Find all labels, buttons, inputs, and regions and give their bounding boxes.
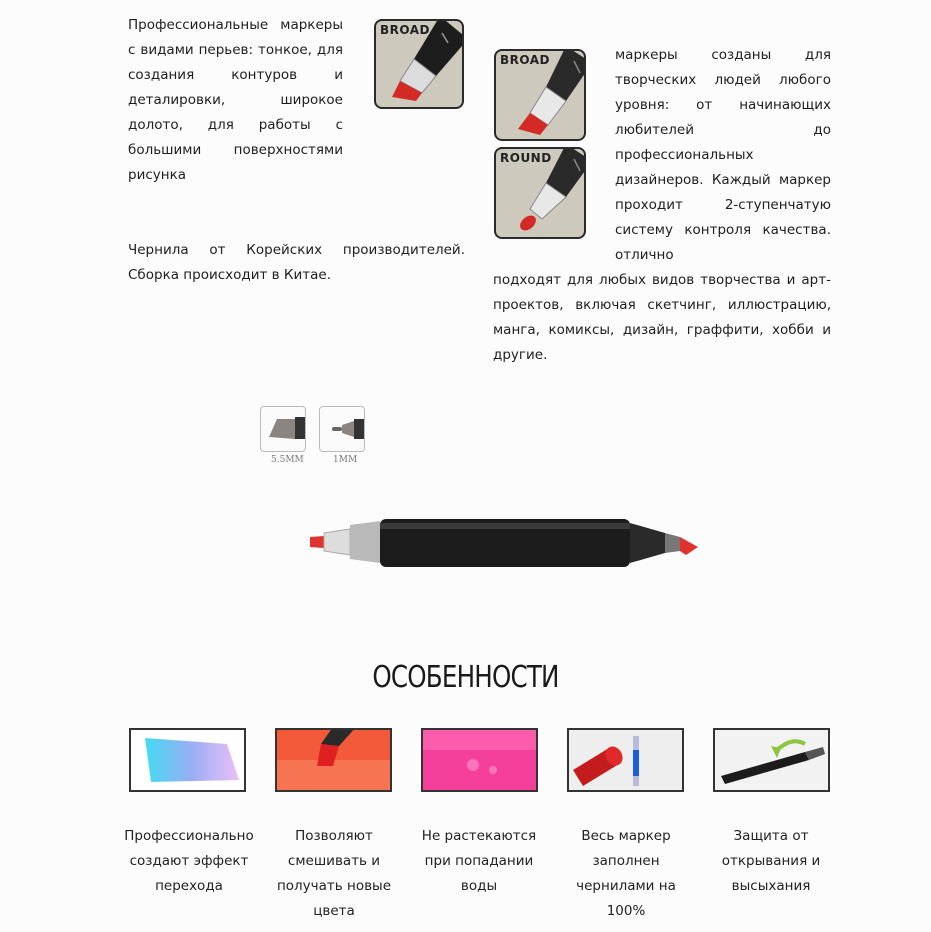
intro-text: Профессиональные маркеры с видами перьев: тонкое, для создания контуров и деталировки, широкое долото, для работы с большими поверхностями рисунка: [128, 17, 343, 183]
broad-size-label: 5.5MM: [271, 455, 304, 465]
ink-fill-icon: [567, 728, 684, 792]
feature-caption-ink-fill: Весь маркер заполнен чернилами на 100%: [576, 828, 676, 919]
feature-caption-waterproof: Не растекаются при попадании воды: [421, 828, 537, 894]
description-bottom: подходят для любых видов творчества и арт-проектов, включая скетчинг, иллюстрацию, манга, комиксы, дизайн, граффити, хобби и другие.: [493, 272, 831, 363]
waterproof-icon: [421, 728, 538, 792]
broad-label: BROAD: [500, 53, 551, 67]
broad-label-top: BROAD: [380, 23, 431, 37]
ink-origin-text: Чернила от Корейских производителей. Сборка происходит в Китае.: [128, 242, 465, 283]
marker-illustration: [300, 515, 700, 575]
feature-caption-cap: Защита от открывания и высыхания: [721, 828, 821, 894]
broad-size-icon: [260, 406, 306, 452]
feature-caption-mix: Позволяют смешивать и получать новые цвета: [276, 828, 392, 919]
fine-size-label: 1MM: [333, 455, 358, 465]
round-label: ROUND: [500, 151, 552, 165]
gradient-blend-icon: [129, 728, 246, 792]
round-tip-image: [494, 147, 586, 239]
color-mix-icon: [275, 728, 392, 792]
description-right: маркеры созданы для творческих людей любого уровня: от начинающих любителей до профессиональных дизайнеров. Каждый маркер проходит 2-ступенчатую систему контроля качества. отлично: [615, 47, 831, 263]
broad-tip-image-top: [374, 19, 464, 109]
cap-protection-icon: [713, 728, 830, 792]
section-title: ОСОБЕННОСТИ: [372, 660, 559, 695]
broad-tip-image: [494, 49, 586, 141]
feature-caption-gradient: Профессионально создают эффект перехода: [124, 828, 254, 894]
fine-size-icon: [319, 406, 365, 452]
